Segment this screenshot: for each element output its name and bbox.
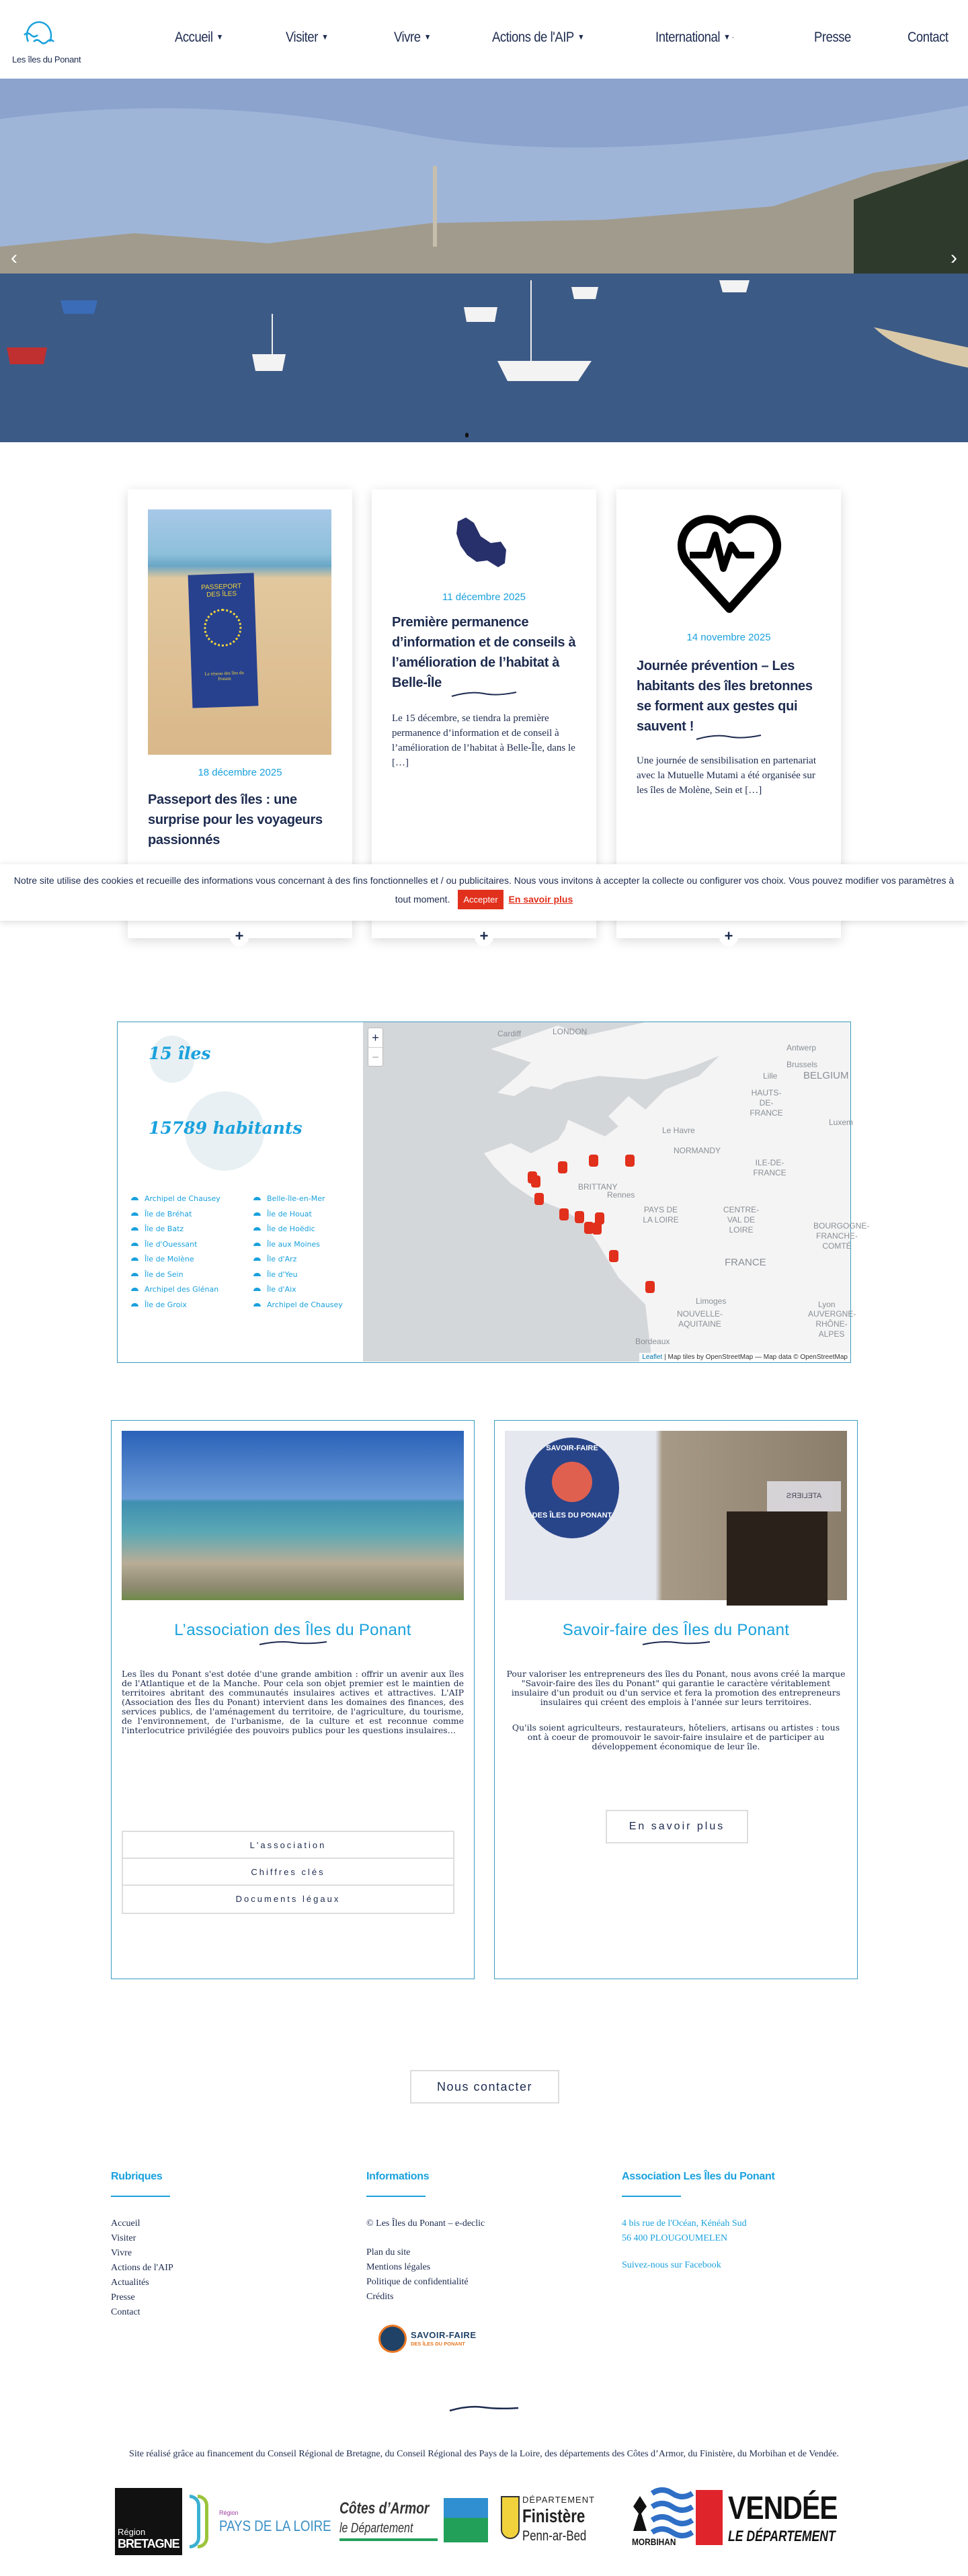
ermine-icon <box>633 2496 647 2531</box>
savoir-faire-image <box>505 1431 847 1600</box>
island-link[interactable]: Île de Bréhat <box>131 1207 220 1222</box>
footer-address: 4 bis rue de l'Océan, Kénéah Sud <box>622 2218 747 2229</box>
caret-down-icon: ▼ · <box>723 32 734 42</box>
map-label: Bordeaux <box>635 1337 670 1346</box>
island-link[interactable]: Île de Sein <box>131 1268 220 1283</box>
morbihan-waves-icon <box>652 2487 692 2535</box>
footer-link[interactable]: Mentions légales <box>366 2262 431 2272</box>
map-marker[interactable] <box>625 1155 635 1167</box>
news-date: 18 décembre 2025 <box>198 767 282 778</box>
logo-text: Finistère <box>522 2505 586 2526</box>
island-link[interactable]: Archipel de Chausey <box>131 1192 220 1207</box>
map-label: Brussels <box>787 1060 818 1069</box>
savoir-faire-badge[interactable] <box>378 2322 479 2357</box>
news-excerpt: Le 15 décembre, se tiendra la première permanence d’information et de conseil à l’amélioration de l’habitat à Belle-Île, dans le […] <box>392 713 575 768</box>
logo-text: Côtes d’Armor <box>339 2499 430 2518</box>
logo-text: Les îles du Ponant <box>12 54 81 65</box>
logo-text: Penn-ar-Bed <box>522 2528 587 2544</box>
news-more-button[interactable]: + <box>230 927 249 946</box>
islands-map-section <box>117 1022 870 1363</box>
nav-visiter[interactable] <box>286 30 328 46</box>
island-link[interactable]: Île d'Aix <box>253 1282 343 1298</box>
lighthouse-icon <box>552 1462 592 1502</box>
islands-list-right <box>253 1192 343 1313</box>
passport-image <box>148 509 331 755</box>
footer-link[interactable]: Accueil <box>111 2218 140 2229</box>
heart-pulse-icon <box>674 515 785 616</box>
zoom-out-button[interactable]: − <box>372 1050 379 1064</box>
news-title[interactable]: Passeport des îles : une surprise pour les voyageurs passionnés <box>148 792 323 847</box>
pdl-arc-icon <box>198 2495 208 2548</box>
map-label: AUVERGNE-RHÔNE-ALPES <box>808 1309 856 1339</box>
wave-divider <box>258 1639 328 1647</box>
map-label: Cardiff <box>497 1029 522 1038</box>
map-label: Luxem <box>829 1118 854 1127</box>
caret-down-icon: ▼ <box>424 32 431 42</box>
islands-circle-icon <box>203 608 242 647</box>
sponsor-text: Site réalisé grâce au financement du Conseil Régional de Bretagne, du Conseil Régional des Pays de la Loire, des départements des Côtes d’Armor, du Finistère, du Morbihan et de Vendée. <box>129 2449 839 2459</box>
footer-link[interactable]: Politique de confidentialité <box>366 2277 469 2287</box>
savoir-faire-box <box>494 1420 858 1979</box>
map-label: PAYS DE LA LOIRE <box>643 1205 679 1224</box>
logo-text: DÉPARTEMENT <box>522 2495 596 2505</box>
island-link[interactable]: Île de Batz <box>131 1222 220 1237</box>
logo-cotes-armor[interactable] <box>339 2497 489 2548</box>
island-link[interactable]: Belle-île-en-Mer <box>253 1192 343 1207</box>
footer-info-links <box>366 2245 469 2304</box>
nav-label: International <box>655 30 721 45</box>
logo-text: MORBIHAN <box>632 2536 676 2547</box>
news-date: 11 décembre 2025 <box>442 591 526 603</box>
shop-door <box>727 1511 828 1606</box>
hero-next-arrow[interactable]: › <box>951 247 957 269</box>
map-marker[interactable] <box>589 1155 598 1167</box>
map-marker[interactable] <box>558 1161 567 1173</box>
facebook-link[interactable]: Suivez-nous sur Facebook <box>622 2260 721 2270</box>
logo-finistere[interactable] <box>501 2495 625 2546</box>
hero-prev-arrow[interactable]: ‹ <box>11 247 17 269</box>
caret-down-icon: ▼ <box>577 32 585 42</box>
footer-link[interactable]: Vivre <box>111 2248 132 2258</box>
wave-divider <box>641 1639 711 1647</box>
map-view[interactable] <box>363 1022 870 1362</box>
sign-text: DES ÎLES DU PONANT <box>532 1511 612 1520</box>
association-text: Les îles du Ponant s'est dotée d'une grande ambition : offrir un avenir aux îles de l'Atlantique et de la Manche. Pour cela son objet premier est le maintien de territoires abritant des communautés insulaires actives et attractives. L'AIP (Association des Îles du Ponant) intervient dans les domaines des finances, des services publics, de l'aménagement du territoire, de l'agriculture, du tourisme, de l'environnement, de l'urbanisme, de la culture et est reconnue comme l'interlocutrice privilégiée des pouvoirs publics pour les questions insulaires… <box>122 1669 464 1735</box>
logo-vendee[interactable] <box>696 2490 854 2550</box>
islands-stats <box>118 1022 363 1362</box>
island-link[interactable]: Île de Hoëdic <box>253 1222 343 1237</box>
logo-bar <box>339 2538 438 2541</box>
logo-text: PAYS DE LA LOIRE <box>219 2518 331 2534</box>
logo-pays-de-la-loire[interactable] <box>190 2495 334 2548</box>
footer-link[interactable]: Visiter <box>111 2233 136 2243</box>
site-header <box>0 0 968 79</box>
contact-button[interactable]: Nous contacter <box>410 2070 559 2104</box>
learn-more-button[interactable]: En savoir plus <box>606 1810 748 1843</box>
belle-ile-map-icon <box>454 516 514 569</box>
footer-rubriques-links <box>111 2216 173 2320</box>
footer-link[interactable]: Actions de l'AIP <box>111 2263 173 2273</box>
logo-text: Région <box>118 2527 146 2537</box>
caret-down-icon: ▼ <box>321 32 329 42</box>
footer-link[interactable]: Actualités <box>111 2278 149 2288</box>
island-link[interactable]: Île d'Ouessant <box>131 1237 220 1253</box>
legal-documents-button[interactable]: Documents légaux <box>122 1884 454 1914</box>
savoir-faire-title: Savoir-faire des Îles du Ponant <box>562 1621 790 1639</box>
wave-divider <box>695 733 762 742</box>
finistere-shield-icon <box>501 2496 520 2539</box>
passport-title: PASSEPORT DES ÎLES <box>200 583 242 599</box>
hero-slider <box>0 79 968 442</box>
map-label: ILE-DE-FRANCE <box>753 1158 787 1177</box>
map-zoom-control <box>368 1028 383 1067</box>
badge-icon <box>378 2325 407 2353</box>
island-link[interactable]: Île d'Yeu <box>253 1268 343 1283</box>
footer-heading-association: Association Les Îles du Ponant <box>622 2171 775 2182</box>
nav-accueil[interactable] <box>175 30 223 46</box>
nav-label: Presse <box>814 30 851 45</box>
logo-region-bretagne[interactable] <box>115 2488 182 2555</box>
map-marker[interactable] <box>534 1193 544 1205</box>
nav-label: Visiter <box>286 30 318 45</box>
savoir-faire-sign <box>525 1438 619 1538</box>
ateliers-sign: ATELIERS <box>767 1481 841 1511</box>
nav-international[interactable] <box>655 30 734 46</box>
logo-text: Région <box>219 2509 239 2516</box>
map-label: FRANCE <box>725 1257 766 1268</box>
map-label: NORMANDY <box>674 1146 721 1155</box>
nav-label: Accueil <box>175 30 213 45</box>
map-marker[interactable] <box>592 1222 602 1235</box>
island-link[interactable]: Île de Molène <box>131 1252 220 1268</box>
site-logo[interactable] <box>12 12 81 67</box>
news-more-button[interactable]: + <box>719 927 738 946</box>
map-label: CENTRE-VAL DE LOIRE <box>723 1205 760 1235</box>
caret-down-icon: ▼ <box>216 32 223 42</box>
nav-contact[interactable] <box>908 30 949 46</box>
map-marker[interactable] <box>609 1250 618 1262</box>
savoir-faire-text-2: Qu'ils soient agriculteurs, restaurateurs, hôteliers, artisans ou artistes : tous ont à coeur de promouvoir le savoir-faire insulaire et de participer au développement économique de leur île. <box>512 1722 840 1751</box>
map-label: BRITTANY <box>578 1182 618 1192</box>
vendee-hearts-icon <box>696 2490 723 2545</box>
footer-underline <box>622 2196 681 2197</box>
key-figures-button[interactable]: Chiffres clés <box>122 1858 454 1887</box>
logo-morbihan[interactable] <box>632 2487 696 2548</box>
map-label: LONDON <box>553 1027 588 1036</box>
logo-text: LE DÉPARTEMENT <box>728 2528 836 2544</box>
sign-text: SAVOIR-FAIRE <box>546 1444 598 1452</box>
map-label: BOURGOGNE-FRANCHE-COMTÉ <box>813 1221 870 1251</box>
footer-address: 56 400 PLOUGOUMELEN <box>622 2233 728 2243</box>
cookie-accept-button[interactable]: Accepter <box>458 890 503 909</box>
island-link[interactable]: Archipel de Chausey <box>253 1298 343 1313</box>
news-title[interactable]: Première permanence d’information et de conseils à l’amélioration de l’habitat à Belle-Île <box>392 615 576 690</box>
badge-text: SAVOIR-FAIRE <box>411 2330 477 2340</box>
nav-actions-aip[interactable] <box>492 30 584 46</box>
news-excerpt: Une journée de sensibilisation en partenariat avec la Mutuelle Mutami a été organisée sur les îles de Molène, Sein et […] <box>637 755 816 796</box>
footer-link[interactable]: Contact <box>111 2307 140 2317</box>
beach-image <box>122 1431 464 1600</box>
footer-link[interactable]: Plan du site <box>366 2247 411 2257</box>
armor-emblem-icon <box>444 2498 488 2542</box>
map-label: BELGIUM <box>803 1070 849 1081</box>
map-marker[interactable] <box>559 1208 569 1220</box>
association-title: L’association des Îles du Ponant <box>174 1621 411 1639</box>
island-link[interactable]: Archipel des Glénan <box>131 1282 220 1298</box>
hero-harbor-image <box>0 79 968 442</box>
island-link[interactable]: Île de Groix <box>131 1298 220 1313</box>
footer-underline <box>366 2196 426 2197</box>
logo-text: VENDÉE <box>728 2491 838 2526</box>
map-label: Rennes <box>607 1190 635 1200</box>
map-label: Antwerp <box>787 1043 817 1052</box>
island-link[interactable]: Île de Houat <box>253 1207 343 1222</box>
map-label: Limoges <box>696 1296 727 1306</box>
nav-vivre[interactable] <box>394 30 431 46</box>
logo-wave-icon <box>19 12 59 50</box>
nav-presse[interactable] <box>814 30 851 46</box>
map-marker[interactable] <box>531 1175 540 1188</box>
map-attribution <box>639 1353 850 1362</box>
passport-book <box>188 573 259 708</box>
wave-divider <box>448 2404 520 2413</box>
footer-underline <box>111 2196 170 2197</box>
cookie-learn-more-link[interactable]: En savoir plus <box>508 894 573 905</box>
footer-link[interactable]: Crédits <box>366 2292 394 2302</box>
leaflet-link[interactable]: Leaflet <box>642 1354 663 1361</box>
badge-text: DES ÎLES DU PONANT <box>411 2341 465 2347</box>
savoir-faire-text: Pour valoriser les entrepreneurs des îles du Ponant, nous avons créé la marque "Savoir-faire des îles du Ponant" qui garantie le caractère véritablement insulaire d'un produit ou d'un service et fera la promotion des entrepreneurs insulaires qui créent des emplois à l'année sur leurs territoires. <box>506 1669 846 1707</box>
cookie-banner <box>0 864 968 921</box>
association-box <box>111 1420 475 1979</box>
island-link[interactable]: Île d'Arz <box>253 1252 343 1268</box>
news-more-button[interactable]: + <box>475 927 493 946</box>
news-date: 14 novembre 2025 <box>686 632 771 643</box>
wave-divider <box>450 690 518 699</box>
map-label: HAUTS-DE-FRANCE <box>750 1088 783 1118</box>
island-link[interactable]: Île aux Moines <box>253 1237 343 1253</box>
footer-heading-rubriques: Rubriques <box>111 2171 163 2182</box>
nav-label: Actions de l'AIP <box>492 30 574 45</box>
map-label: Le Havre <box>662 1126 695 1135</box>
map-marker[interactable] <box>575 1211 584 1223</box>
nav-label: Contact <box>908 30 949 45</box>
map-label: Lille <box>763 1071 778 1081</box>
islands-count: 15 îles <box>149 1044 211 1063</box>
slider-dot[interactable] <box>465 433 469 438</box>
footer-heading-informations: Informations <box>366 2171 430 2182</box>
map-label: NOUVELLE-AQUITAINE <box>676 1309 723 1329</box>
map-marker[interactable] <box>645 1281 655 1293</box>
nav-label: Vivre <box>394 30 421 45</box>
map-label: Lyon <box>818 1300 836 1309</box>
logo-text: le Département <box>339 2521 413 2536</box>
logo-text: BRETAGNE <box>118 2537 179 2550</box>
news-title[interactable]: Journée prévention – Les habitants des îles bretonnes se forment aux gestes qui sauvent ! <box>637 659 813 734</box>
zoom-in-button[interactable]: + <box>368 1028 382 1048</box>
footer-link[interactable]: Presse <box>111 2292 135 2302</box>
passport-subtitle: Le réseau des îles du Ponant <box>204 669 244 682</box>
islands-list-left <box>131 1192 220 1313</box>
attribution-text: | Map tiles by OpenStreetMap — Map data © OpenStreetMap <box>662 1354 848 1361</box>
association-button[interactable]: L'association <box>122 1831 454 1860</box>
cookie-text: Notre site utilise des cookies et recueille des informations vous concernant à des fins fonctionnelles et / ou publicitaires. Nous vous invitons à accepter la collecte ou configurer vos choix. Vous pouvez modifier vos paramètres à tout moment. <box>13 875 955 905</box>
inhabitants-count: 15789 habitants <box>149 1118 302 1138</box>
footer-copyright: © Les Îles du Ponant – e-declic <box>366 2218 485 2229</box>
